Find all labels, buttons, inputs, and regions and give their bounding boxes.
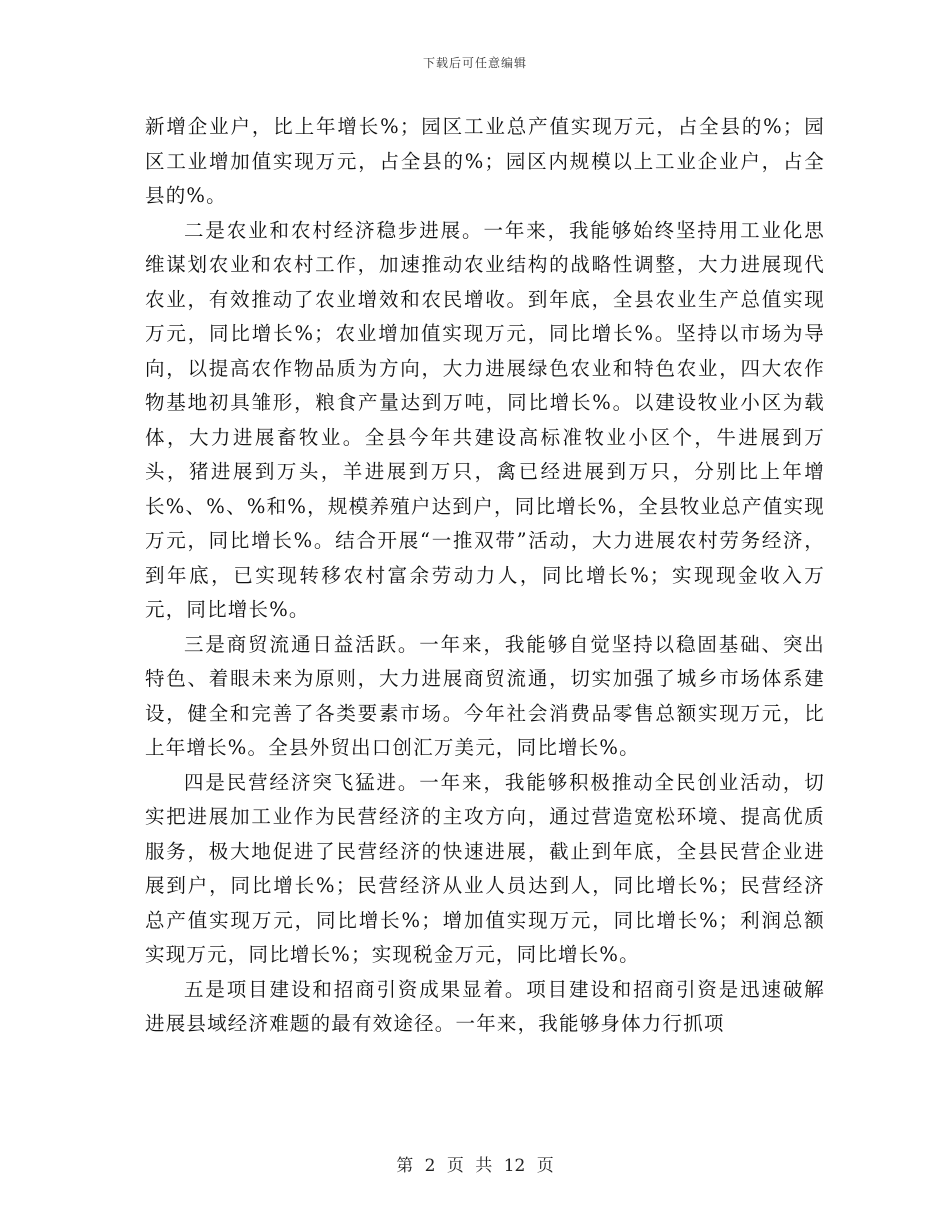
paragraph-private-economy: 四是民营经济突飞猛进。一年来，我能够积极推动全民创业活动，切实把进展加工业作为民营经济的主攻方向，通过营造宽松环境、提高优质服务，极大地促进了民营经济的快速进展，截止到年底，全县民营企业进展到户，同比增长%；民营经济从业人员达到人，同比增长%；民营经济总产值实现万元，同比增长%；增加值实现万元，同比增长%；利润总额实现万元，同比增长%；实现税金万元，同比增长%。	[145, 770, 825, 966]
paragraph-commerce: 三是商贸流通日益活跃。一年来，我能够自觉坚持以稳固基础、突出特色、着眼未来为原则，大力进展商贸流通，切实加强了城乡市场体系建设，健全和完善了各类要素市场。今年社会消费品零售总额实现万元，比上年增长%。全县外贸出口创汇万美元，同比增长%。	[145, 632, 825, 759]
paragraph-agriculture: 二是农业和农村经济稳步进展。一年来，我能够始终坚持用工业化思维谋划农业和农村工作，加速推动农业结构的战略性调整，大力进展现代农业，有效推动了农业增效和农民增收。到年底，全县农业生产总值实现万元，同比增长%；农业增加值实现万元，同比增长%。坚持以市场为导向，以提高农作物品质为方向，大力进展绿色农业和特色农业，四大农作物基地初具雏形，粮食产量达到万吨，同比增长%。以建设牧业小区为载体，大力进展畜牧业。全县今年共建设高标准牧业小区个，牛进展到万头，猪进展到万头，羊进展到万只，禽已经进展到万只，分别比上年增长%、%、%和%，规模养殖户达到户，同比增长%，全县牧业总产值实现万元，同比增长%。结合开展“一推双带”活动，大力进展农村劳务经济，到年底，已实现转移农村富余劳动力人，同比增长%；实现现金收入万元，同比增长%。	[145, 218, 825, 621]
document-body	[145, 110, 825, 1042]
paragraph-1: 新增企业户，比上年增长%；园区工业总产值实现万元，占全县的%；园区工业增加值实现万元，占全县的%；园区内规模以上工业企业户，占全县的%。	[145, 115, 825, 207]
paragraph-projects: 五是项目建设和招商引资成果显着。项目建设和招商引资是迅速破解进展县域经济难题的最有效途径。一年来，我能够身体力行抓项	[145, 977, 825, 1035]
page-header: 下载后可任意编辑	[422, 56, 527, 70]
page-number: 第 2 页 共 12 页	[396, 1156, 554, 1176]
